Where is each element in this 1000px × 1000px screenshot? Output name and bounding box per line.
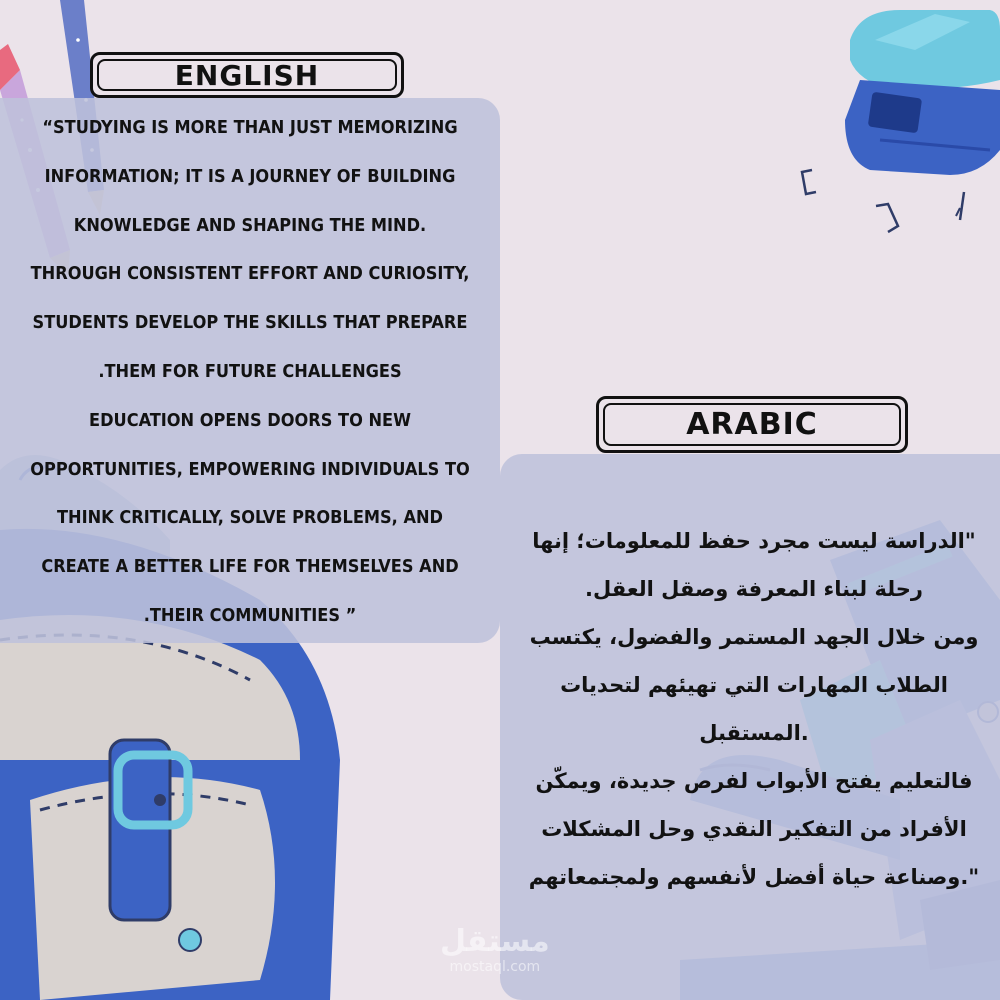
english-paragraph: “STUDYING IS MORE THAN JUST MEMORIZING INFORMATION; IT IS A JOURNEY OF BUILDING KNOWLEDGE AND SHAPING THE MIND. THROUGH CONSISTENT EFFORT AND CURIOSITY, STUDENTS DEVELOP THE SKILLS THAT PREPARE .THEM FOR FUTURE CHALLENGES EDUCATION OPENS DOORS TO NEW OPPORTUNITIES, EMPOWERING INDIVIDUALS TO THINK CRITICALLY, SOLVE PROBLEMS, AND CREATE A BETTER LIFE FOR THEMSELVES AND .THEIR COMMUNITIES ” [30, 117, 470, 626]
stapler-illustration [802, 10, 1000, 232]
arabic-label-box [596, 396, 908, 453]
watermark-url: mostaql.com [449, 959, 541, 975]
arabic-label: ARABIC [686, 407, 818, 442]
english-label-box [90, 52, 404, 98]
watermark-logo: مستقل [440, 924, 550, 959]
watermark [440, 925, 550, 975]
english-label: ENGLISH [174, 58, 320, 92]
arabic-paragraph: "الدراسة ليست مجرد حفظ للمعلومات؛ إنها رحلة لبناء المعرفة وصقل العقل. ومن خلال الجهد المستمر والفضول، يكتسب الطلاب المهارات التي تهيئهم لتحديات .المستقبل فالتعليم يفتح الأبواب لفرص جديدة، ويمكّن الأفراد من التفكير النقدي وحل المشكلات ".وصناعة حياة أفضل لأنفسهم ولمجتمعاتهم [528, 529, 980, 889]
